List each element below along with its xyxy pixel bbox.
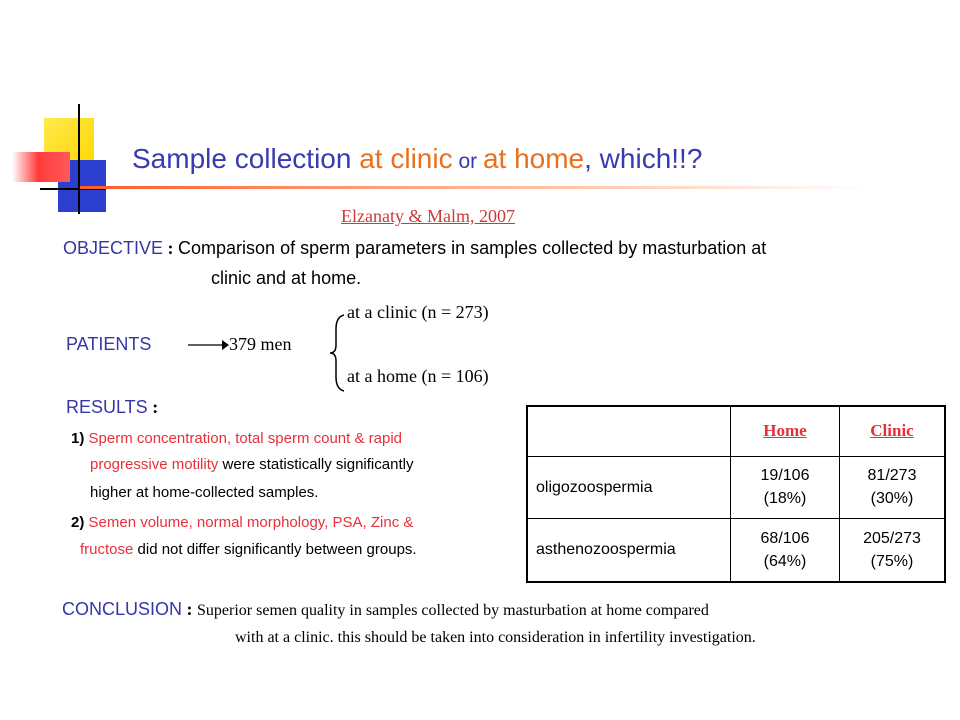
patients-arrow [186, 338, 230, 352]
results-table [526, 405, 946, 583]
result-1-number: 1) [71, 430, 85, 447]
title-underline-gradient [80, 186, 870, 189]
clinic-count: 205/273 [863, 529, 921, 547]
home-count: 68/106 [760, 529, 810, 547]
table-header-clinic: Clinic [840, 406, 946, 456]
result-2-line-2 [80, 541, 417, 558]
clinic-count: 81/273 [867, 467, 917, 485]
result-2-red-text: Semen volume, normal morphology, PSA, Zinc & [88, 514, 414, 531]
table-cell-condition: asthenozoospermia [527, 519, 731, 582]
objective-line-1 [63, 238, 766, 259]
title-text-or: or [452, 150, 483, 173]
conclusion-label: CONCLUSION [62, 599, 183, 619]
table-cell-home [731, 519, 840, 582]
table-cell-clinic [840, 519, 946, 582]
conclusion-colon: : [182, 599, 198, 619]
results-heading [66, 397, 158, 418]
result-2-black-text: did not differ significantly between groups. [133, 541, 417, 558]
results-label: RESULTS [66, 397, 148, 417]
result-2-red-fructose: fructose [80, 541, 134, 558]
title-text-1: Sample collection [132, 143, 360, 174]
result-1-line-3: higher at home-collected samples. [90, 484, 319, 501]
logo-red-square [12, 152, 70, 182]
clinic-percent: (75%) [870, 553, 914, 571]
clinic-percent: (30%) [870, 490, 914, 508]
title-text-home: at home [482, 143, 585, 174]
conclusion-text-1: Superior semen quality in samples collected by masturbation at home compared [197, 602, 709, 619]
result-1-line-1 [71, 430, 402, 447]
table-header-home: Home [731, 406, 840, 456]
result-1-red-text: Sperm concentration, total sperm count & rapid [88, 430, 403, 447]
table-row [527, 456, 945, 519]
logo-vertical-line [78, 104, 80, 214]
objective-colon: : [163, 238, 179, 258]
objective-label: OBJECTIVE [63, 238, 164, 258]
result-1-black-text: were statistically significantly [218, 456, 414, 473]
home-percent: (18%) [763, 490, 807, 508]
title-text-which: , which!!? [584, 143, 703, 174]
result-2-line-1 [71, 514, 413, 531]
home-percent: (64%) [763, 553, 807, 571]
title-text-clinic: at clinic [359, 143, 453, 174]
patients-brace [328, 313, 348, 393]
home-count: 19/106 [760, 467, 810, 485]
table-header-empty [527, 406, 731, 456]
patients-group-home: at a home (n = 106) [347, 366, 489, 386]
patients-label: PATIENTS [66, 334, 152, 354]
table-cell-clinic [840, 456, 946, 519]
objective-text-1: Comparison of sperm parameters in samples collected by masturbation at [178, 238, 767, 258]
table-header-row [527, 406, 945, 456]
objective-line-2: clinic and at home. [211, 268, 362, 288]
slide-title [132, 143, 702, 175]
result-1-red-motility: progressive motility [90, 456, 219, 473]
table-row [527, 519, 945, 582]
conclusion-line-1 [62, 599, 709, 620]
table-cell-condition: oligozoospermia [527, 456, 731, 519]
patients-group-clinic: at a clinic (n = 273) [347, 302, 489, 322]
conclusion-line-2: with at a clinic. this should be taken into consideration in infertility investigation. [235, 629, 756, 646]
table-cell-home [731, 456, 840, 519]
result-2-number: 2) [71, 514, 85, 531]
reference-link[interactable]: Elzanaty & Malm, 2007 [341, 206, 515, 226]
results-colon: : [147, 397, 159, 417]
result-1-line-2 [90, 456, 413, 473]
patients-count: 379 men [229, 334, 292, 354]
